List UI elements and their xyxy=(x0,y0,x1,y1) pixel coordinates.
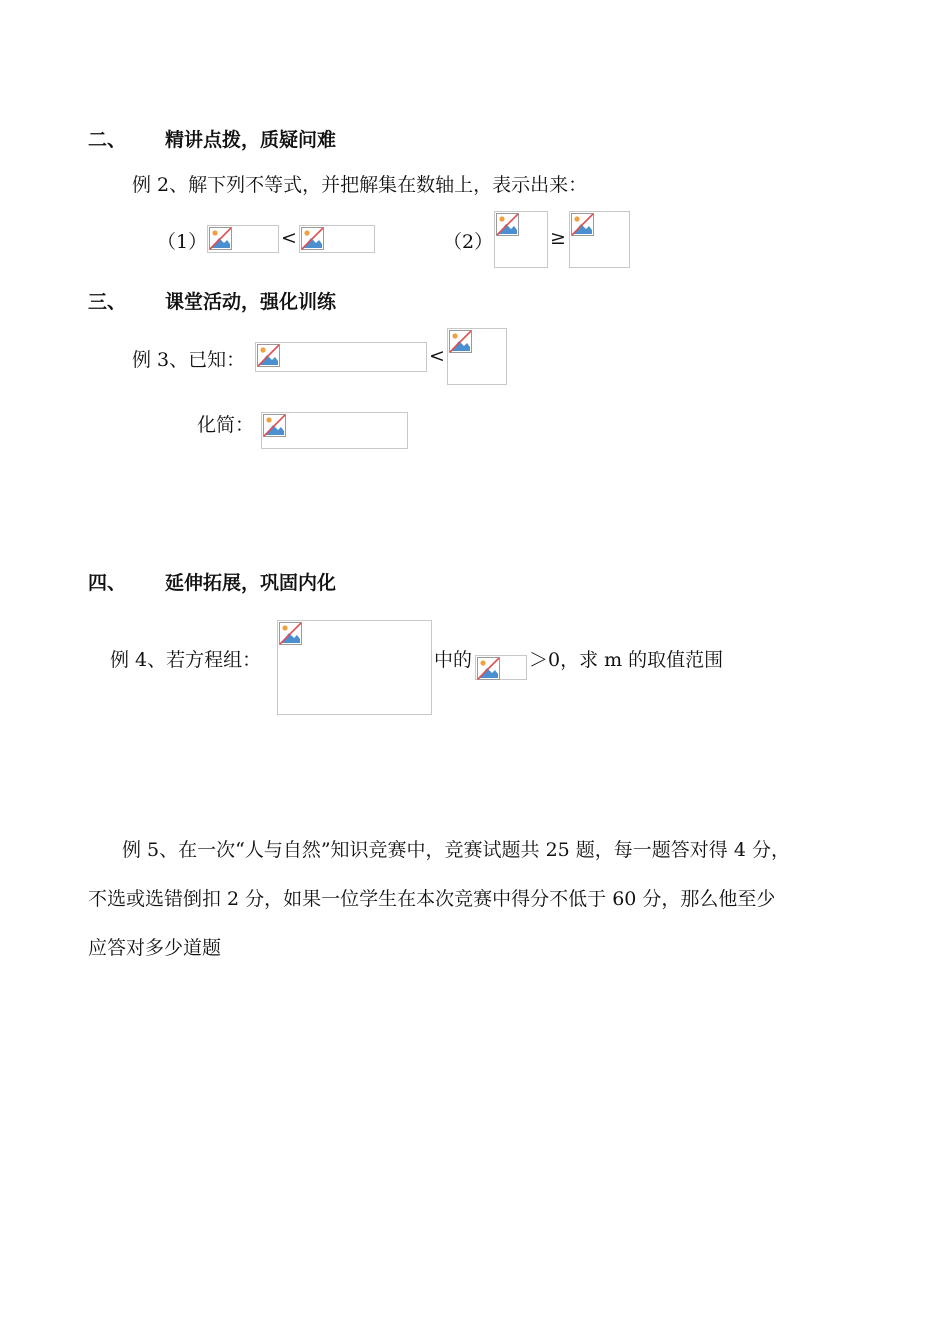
example-2-part2-label: （2） xyxy=(443,231,494,253)
example-3-op: < xyxy=(429,345,445,367)
broken-image-icon xyxy=(449,330,472,353)
broken-image-icon xyxy=(209,227,232,250)
example-2-part2-op: ≥ xyxy=(550,227,566,249)
equation-system-image xyxy=(277,620,432,715)
example-3-simplify: 化简： xyxy=(197,414,255,436)
formula-image xyxy=(475,655,527,680)
formula-image xyxy=(569,211,630,268)
example-5-line-3: 应答对多少道题 xyxy=(88,937,222,959)
section-4-title: 延伸拓展，巩固内化 xyxy=(165,572,337,594)
section-4-number: 四、 xyxy=(88,572,127,594)
example-2-part1-op: < xyxy=(281,227,297,249)
broken-image-icon xyxy=(257,344,280,367)
formula-image xyxy=(299,225,375,253)
example-4-tail: ＞0，求 m 的取值范围 xyxy=(529,649,724,671)
section-2-number: 二、 xyxy=(88,129,127,151)
formula-image xyxy=(261,412,408,449)
formula-image xyxy=(447,328,507,385)
broken-image-icon xyxy=(263,414,286,437)
formula-image xyxy=(255,342,427,372)
broken-image-icon xyxy=(301,227,324,250)
example-4-label: 例 4、若方程组： xyxy=(110,649,262,671)
example-5-line-1: 例 5、在一次“人与自然”知识竞赛中，竞赛试题共 25 题，每一题答对得 4 分， xyxy=(122,839,790,861)
formula-image xyxy=(494,211,548,268)
example-2-part1-label: （1） xyxy=(157,231,208,253)
example-4-mid: 中的 xyxy=(434,649,473,671)
section-3-number: 三、 xyxy=(88,291,127,313)
example-5-line-2: 不选或选错倒扣 2 分，如果一位学生在本次竞赛中得分不低于 60 分，那么他至少 xyxy=(88,888,776,910)
example-3-label: 例 3、已知： xyxy=(132,349,246,371)
section-3-title: 课堂活动，强化训练 xyxy=(165,291,337,313)
broken-image-icon xyxy=(571,213,594,236)
section-2-title: 精讲点拨，质疑问难 xyxy=(165,129,337,151)
broken-image-icon xyxy=(496,213,519,236)
example-2-text: 例 2、解下列不等式，并把解集在数轴上，表示出来： xyxy=(132,174,588,196)
broken-image-icon xyxy=(279,622,302,645)
formula-image xyxy=(207,225,279,253)
broken-image-icon xyxy=(477,657,500,680)
